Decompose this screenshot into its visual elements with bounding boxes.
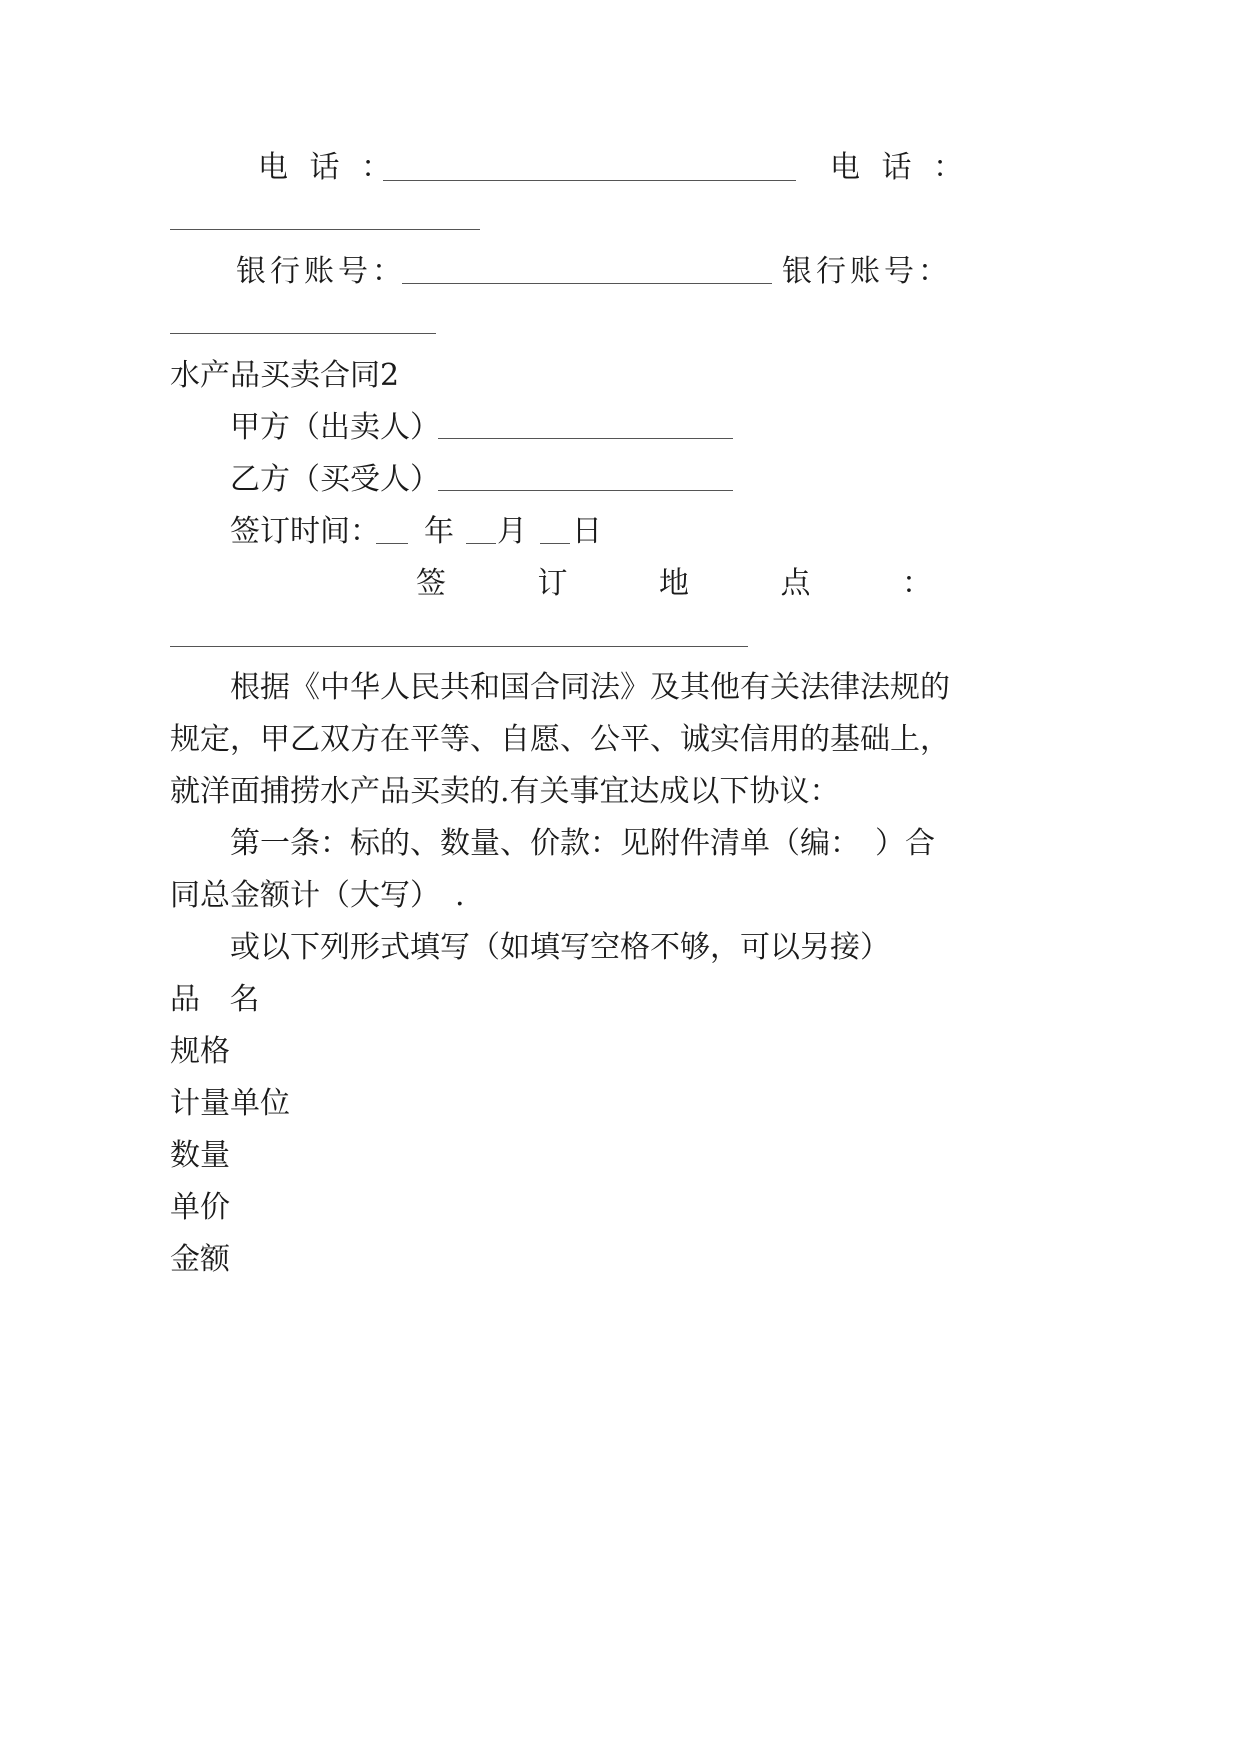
sign-place-blank[interactable]: [170, 646, 748, 647]
bank-label-a: 银行账号：: [236, 254, 406, 289]
sign-time-month: 月: [497, 514, 527, 549]
party-a-blank[interactable]: [438, 438, 733, 439]
contract-title: 水产品买卖合同2: [170, 358, 400, 393]
field-spec: 规格: [170, 1034, 230, 1069]
phone-blank-b[interactable]: [170, 229, 480, 230]
phone-label-b: 电 话 ：: [830, 150, 970, 185]
sign-month-blank[interactable]: [466, 543, 496, 544]
phone-blank-a[interactable]: [383, 180, 796, 181]
sign-time-year: 年: [424, 514, 454, 549]
sign-year-blank[interactable]: [376, 543, 408, 544]
sign-time-label: 签订时间：: [230, 514, 380, 549]
bank-blank-a[interactable]: [402, 283, 772, 284]
field-unit-price: 单价: [170, 1190, 230, 1225]
party-b-blank[interactable]: [438, 490, 733, 491]
sign-day-blank[interactable]: [540, 543, 570, 544]
field-quantity: 数量: [170, 1138, 230, 1173]
sign-place-char: ：: [902, 566, 932, 601]
field-unit: 计量单位: [170, 1086, 290, 1121]
article-1-line-1: 第一条：标的、数量、价款：见附件清单（编： ）合: [230, 826, 935, 861]
form-note: 或以下列形式填写（如填写空格不够，可以另接）: [230, 930, 890, 965]
sign-place-label: [416, 564, 932, 604]
party-b-label: 乙方（买受人）: [230, 462, 440, 497]
phone-label-a: 电 话 ：: [258, 150, 398, 185]
sign-place-char: 订: [537, 566, 568, 601]
bank-blank-b[interactable]: [170, 333, 436, 334]
sign-place-char: 地: [659, 566, 689, 601]
field-product-name: 品 名: [170, 982, 270, 1017]
party-a-label: 甲方（出卖人）: [230, 410, 440, 445]
sign-place-char: 签: [416, 566, 446, 601]
bank-label-b: 银行账号：: [782, 254, 952, 289]
field-amount: 金额: [170, 1242, 230, 1277]
sign-time-day: 日: [572, 514, 602, 549]
preamble-line-1: 根据《中华人民共和国合同法》及其他有关法律法规的: [230, 670, 950, 705]
sign-place-char: 点: [780, 566, 811, 601]
preamble-line-3: 就洋面捕捞水产品买卖的.有关事宜达成以下协议：: [170, 774, 840, 809]
article-1-line-2: 同总金额计（大写） .: [170, 878, 465, 913]
preamble-line-2: 规定，甲乙双方在平等、自愿、公平、诚实信用的基础上，: [170, 722, 950, 757]
